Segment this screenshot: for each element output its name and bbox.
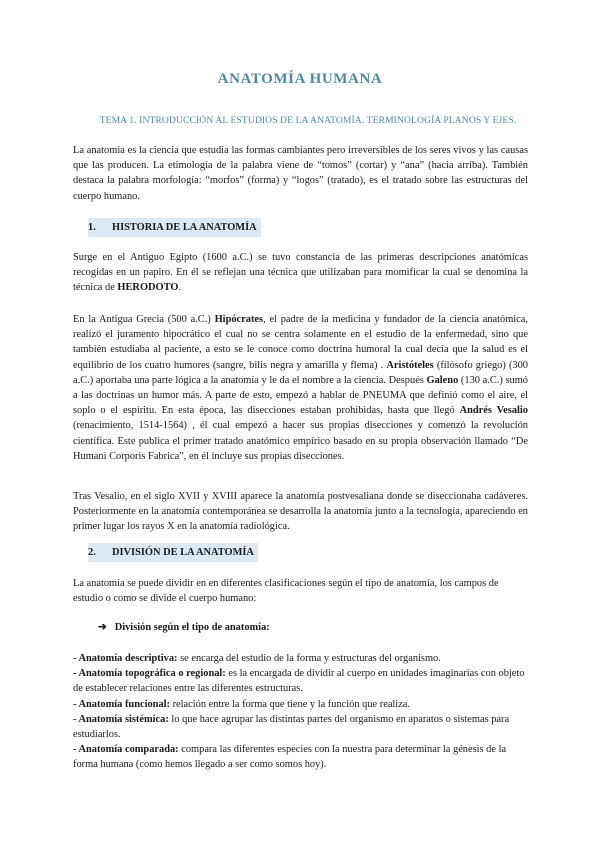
item-text: relación entre la forma que tiene y la función que realiza. xyxy=(170,698,411,710)
intro-paragraph: La anatomía es la ciencia que estudia las formas cambiantes pero irreversibles de los seres vivos y las causas que las producen. La etimología de la palabra viene de “tomos” (cortar) y “ana” (hacia arriba). También destaca la palabra morfología: “morfos” (forma) y “logos” (tratado), es el tratado sobre las estructuras del cuerpo humano. xyxy=(73,145,528,202)
item-label: - Anatomía descriptiva: xyxy=(73,653,178,664)
paragraph-division-intro: La anatomía se puede dividir en en diferentes clasificaciones según el tipo de anatomía, los campos de estudio o como se divide el cuerpo humano: xyxy=(73,578,499,605)
section-title: DIVISIÓN DE LA ANATOMÍA xyxy=(112,547,254,558)
section-heading-division xyxy=(88,543,258,562)
subheading-text: División según el tipo de anatomía: xyxy=(114,622,270,633)
item-label: - Anatomía sistémica: xyxy=(73,713,169,725)
paragraph-text: (130 a.C.) sumó a las doctrinas un humor más. A parte de esto, empezó a hablar de PNEUMA que definió como el aire, el soplo o el espíritu. En esta época, las disecciones estaban prohibidas, hasta que llegó xyxy=(73,374,529,417)
item-label: - Anatomía comparada: xyxy=(73,744,179,756)
section-number: 1. xyxy=(88,222,96,233)
anatomy-types-list xyxy=(73,651,528,773)
bold-term: Andrés Vesalio xyxy=(459,405,528,417)
bold-term: HERODOTO xyxy=(117,282,179,294)
section-title: HISTORIA DE LA ANATOMÍA xyxy=(112,222,257,233)
arrow-icon: ➔ xyxy=(98,622,107,633)
paragraph-text: (filósofo griego) (300 a.C.) aportaba una parte lógica a la anatomía y le da el nombre a la ciencia. Después xyxy=(73,359,528,386)
section-number: 2. xyxy=(88,547,96,558)
paragraph-text: En la Antigua Grecia (500 a.C.) xyxy=(73,314,215,325)
item-text: compara las diferentes especies con la nuestra para determinar la génesis de la forma humana (como hemos llegado a ser como somos hoy). xyxy=(73,744,507,771)
section-heading-historia xyxy=(88,218,261,237)
item-label: - Anatomía topográfica o regional: xyxy=(73,668,226,680)
item-text: es la encargada de dividir al cuerpo en unidades imaginarias con objeto de establecer relaciones entre las diferentes estructuras. xyxy=(73,668,525,695)
paragraph-grecia xyxy=(73,312,528,464)
document-title: ANATOMÍA HUMANA xyxy=(217,71,383,87)
paragraph-text: . xyxy=(178,282,182,294)
subheading-tipo-anatomia xyxy=(98,620,528,635)
item-text: lo que hace agrupar las distintas partes del organismo en aparatos o sistemas para estudiarlos. xyxy=(73,713,510,741)
list-item xyxy=(73,712,528,742)
list-item xyxy=(73,742,528,772)
paragraph-text: (renacimiento, 1514-1564) , él cual empezó a hacer sus propias disecciones y comenzó la revolución científica. Este publica el primer tratado anatómico empírico basado en su propia observación llamado “De Humani Corporis Fabrica”, en él incluye sus propias disecciones. xyxy=(73,420,528,462)
list-item xyxy=(73,697,528,712)
list-item xyxy=(73,666,528,696)
list-item xyxy=(73,651,528,666)
document-subtitle: TEMA 1. INTRODUCCIÓN AL ESTUDIOS DE LA ANATOMÍA. TERMINOLOGÍA PLANOS Y EJES. xyxy=(99,115,517,126)
bold-term: Aristóteles xyxy=(386,359,434,371)
paragraph-text: Surge en el Antiguo Egipto (1600 a.C.) se tuvo constancia de las primeras descripciones anatómicas recogidas en un papiro. En él se reflejan una técnica que utilizaban para momificar la cual se denomina la técnica de xyxy=(73,252,528,294)
item-label: - Anatomía funcional: xyxy=(73,698,170,710)
paragraph-egipto xyxy=(73,250,528,296)
bold-term: Hipócrates xyxy=(214,314,264,325)
item-text: se encarga del estudio de la forma y estructuras del organismo. xyxy=(177,653,441,664)
paragraph-text: , el padre de la medicina y fundador de la ciencia anatómica, realizó el juramento hipocrático el cual no se centra solamente en el estudio de la enfermedad, sino que también estudiaba al paciente, a esto se le conoce como doctrina humoral la cual decía que la salud es el equilibrio de los cuatro humores (sangre, bilis negra y amarilla y flema) . xyxy=(73,314,528,371)
bold-term: Galeno xyxy=(426,374,459,386)
paragraph-vesalio: Tras Vesalio, en el siglo XVII y XVIII aparece la anatomía postvesaliana donde se diseccionaba cadáveres. Posteriormente en la anatomía contemporánea se desarrolla la anatomía junto a la tecnología, apareciendo en primer lugar los rayos X en la anatomía radiológica. xyxy=(73,491,528,533)
